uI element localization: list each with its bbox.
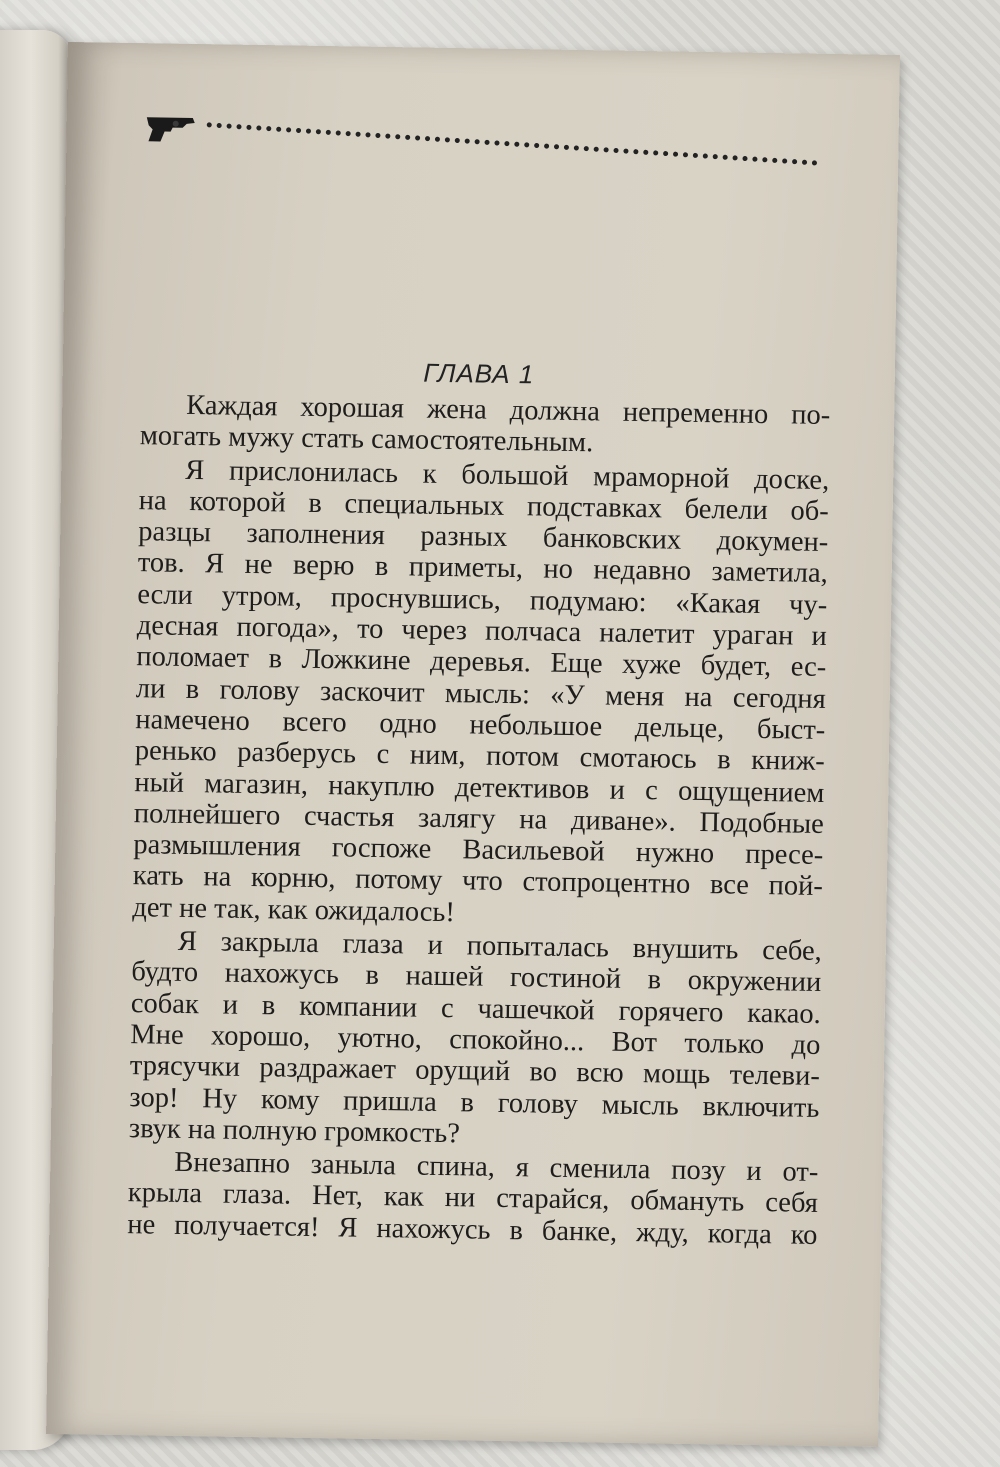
text-line: дет не так, как ожидалось! <box>132 891 456 928</box>
text-line: не получается! Я нахожусь в банке, жду, когда ко <box>127 1208 818 1251</box>
text-line: на которой в специальных подставках белели об- <box>138 485 829 527</box>
text-line: ный магазин, накуплю детективов и с ощущением <box>134 766 825 809</box>
text-line: если утром, проснувшись, подумаю: «Какая чу- <box>137 578 828 621</box>
paragraph <box>127 1146 818 1251</box>
text-line: крыла глаза. Нет, как ни старайся, обмануть себя <box>127 1177 819 1220</box>
text-line: Мне хорошо, уютно, спокойно... Вот только до <box>130 1019 821 1061</box>
text-line: разцы заполнения разных банковских докумен- <box>138 516 829 559</box>
paragraph <box>129 925 822 1155</box>
text-line: кать на корню, потому что стопроцентно все пой- <box>132 860 824 903</box>
text-line: Я закрыла глаза и попыталась внушить себе, <box>177 925 823 967</box>
text-line: полнейшего счастья залягу на диване». Подобные <box>133 797 825 840</box>
text-line: тов. Я не верю в приметы, но недавно заметила, <box>137 547 828 590</box>
text-line: ли в голову заскочит мысль: «У меня на сегодня <box>135 672 827 715</box>
text-line: Каждая хорошая жена должна непременно по- <box>186 389 831 432</box>
text-line: размышления госпоже Васильевой нужно пресе- <box>133 829 824 872</box>
revolver-icon <box>142 111 198 144</box>
text-line: Внезапно заныла спина, я сменила позу и от- <box>174 1146 819 1189</box>
paragraph <box>140 389 831 462</box>
text-line: собак и в компании с чашечкой горячего какао. <box>130 987 822 1030</box>
chapter-title: ГЛАВА 1 <box>423 357 535 390</box>
text-line: зор! Ну кому пришла в голову мысль включить <box>129 1081 820 1124</box>
paragraph <box>132 454 829 934</box>
book-page <box>46 42 900 1447</box>
text-line: Я прислонилась к большой мраморной доске, <box>185 454 830 496</box>
header-ornament <box>142 107 823 158</box>
body-text <box>127 389 830 1251</box>
text-line: поломает в Ложкине деревья. Еще хуже будет, ес- <box>136 641 827 684</box>
text-line: будто нахожусь в нашей гостиной в окружении <box>131 956 822 999</box>
dotted-rule <box>206 122 817 167</box>
text-line: намечено всего одно небольшое дельце, быст- <box>135 704 826 746</box>
text-line: звук на полную громкость? <box>128 1112 461 1150</box>
text-line: могать мужу стать самостоятельным. <box>139 420 594 459</box>
text-line: ренько разберусь с ним, потом смотаюсь в книж- <box>134 735 826 778</box>
text-line: десная погода», то через полчаса налетит ураган и <box>136 610 827 653</box>
text-line: трясучки раздражает орущий во всю мощь телеви- <box>129 1050 821 1093</box>
